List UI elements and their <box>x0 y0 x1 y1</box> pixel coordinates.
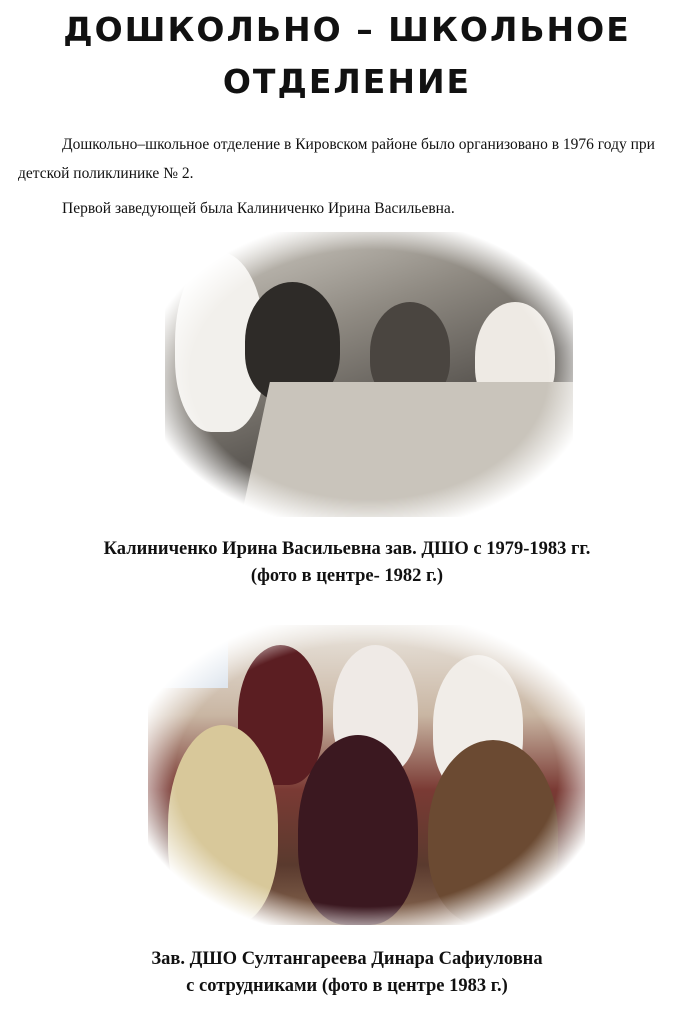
first-head-paragraph: Первой заведующей была Калиниченко Ирина Васильевна. <box>62 200 455 217</box>
photo-1-caption-line-1: Калиниченко Ирина Васильевна зав. ДШО с 1979-1983 гг. <box>103 539 591 559</box>
poster <box>158 633 228 688</box>
person-front-right <box>428 740 558 925</box>
meeting-table <box>240 382 573 517</box>
intro-paragraph: Дошкольно–школьное отделение в Кировском районе было организовано в 1976 году при детской поликлинике № 2. <box>18 136 655 182</box>
photo-1-caption <box>0 536 694 590</box>
photo-2-caption-line-2: с сотрудниками (фото в центре 1983 г.) <box>186 976 508 996</box>
person-front-center <box>298 735 418 925</box>
staff-meeting-photo <box>165 232 573 517</box>
staff-group-photo <box>148 625 585 925</box>
person-front-left <box>168 725 278 925</box>
page-title-line-1: ДОШКОЛЬНО – ШКОЛЬНОЕ <box>63 10 631 49</box>
page-title-line-2: ОТДЕЛЕНИЕ <box>222 62 472 101</box>
photo-1-caption-line-2: (фото в центре- 1982 г.) <box>250 566 444 586</box>
photo-2-caption-line-1: Зав. ДШО Султангареева Динара Сафиуловна <box>151 949 543 969</box>
photo-2-caption <box>0 946 694 1000</box>
